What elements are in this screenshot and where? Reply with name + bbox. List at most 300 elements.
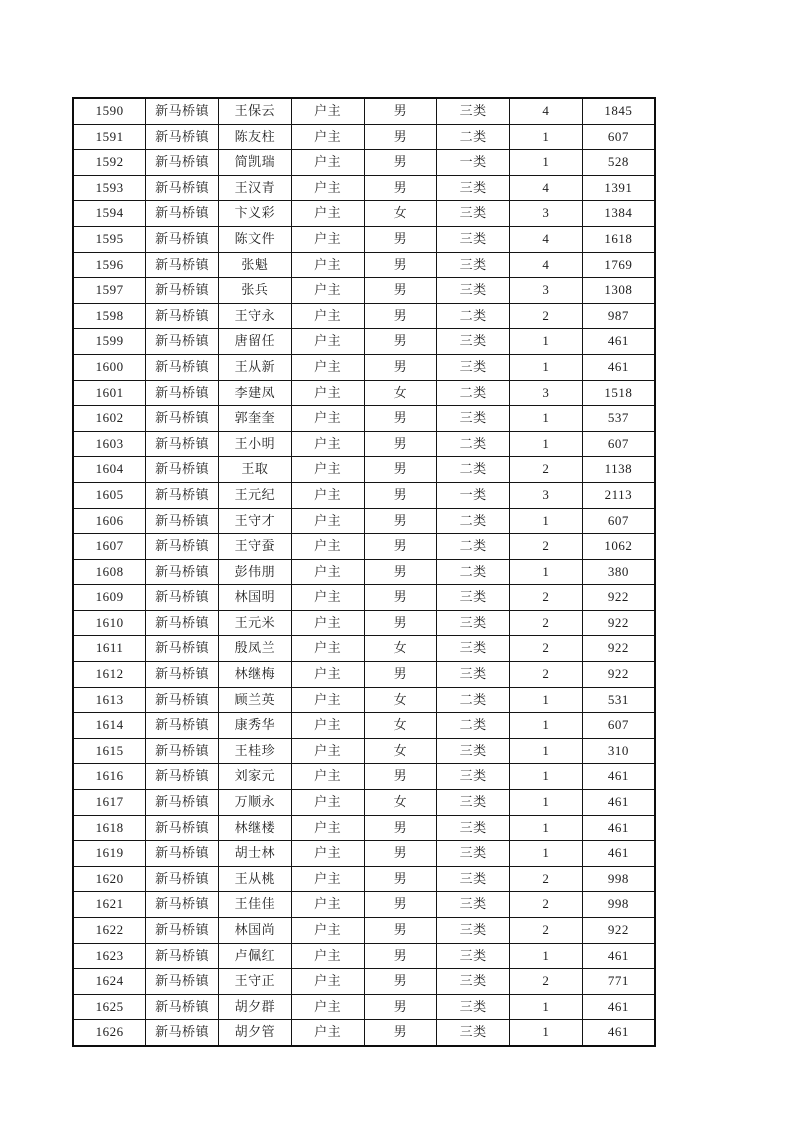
name-cell: 简凯瑞 (219, 150, 292, 176)
gender-cell: 男 (364, 98, 437, 124)
gender-cell: 男 (364, 559, 437, 585)
gender-cell: 男 (364, 969, 437, 995)
relation-cell: 户主 (291, 866, 364, 892)
amount-cell: 1308 (582, 278, 655, 304)
category-cell: 三类 (437, 354, 510, 380)
relation-cell: 户主 (291, 943, 364, 969)
row-id-cell: 1596 (73, 252, 146, 278)
row-id-cell: 1621 (73, 892, 146, 918)
amount-cell: 998 (582, 892, 655, 918)
table-row (73, 252, 655, 278)
relation-cell: 户主 (291, 636, 364, 662)
category-cell: 二类 (437, 559, 510, 585)
town-cell: 新马桥镇 (146, 482, 219, 508)
name-cell: 陈友柱 (219, 124, 292, 150)
gender-cell: 男 (364, 226, 437, 252)
row-id-cell: 1624 (73, 969, 146, 995)
gender-cell: 男 (364, 918, 437, 944)
row-id-cell: 1590 (73, 98, 146, 124)
amount-cell: 461 (582, 841, 655, 867)
row-id-cell: 1592 (73, 150, 146, 176)
town-cell: 新马桥镇 (146, 252, 219, 278)
gender-cell: 男 (364, 815, 437, 841)
town-cell: 新马桥镇 (146, 559, 219, 585)
count-cell: 1 (510, 687, 583, 713)
town-cell: 新马桥镇 (146, 534, 219, 560)
name-cell: 王取 (219, 457, 292, 483)
table-row (73, 508, 655, 534)
town-cell: 新马桥镇 (146, 1020, 219, 1046)
town-cell: 新马桥镇 (146, 713, 219, 739)
data-table-body (73, 98, 655, 1046)
table-row (73, 585, 655, 611)
amount-cell: 922 (582, 918, 655, 944)
gender-cell: 男 (364, 764, 437, 790)
category-cell: 三类 (437, 841, 510, 867)
name-cell: 卢佩红 (219, 943, 292, 969)
table-row (73, 278, 655, 304)
count-cell: 1 (510, 764, 583, 790)
relation-cell: 户主 (291, 329, 364, 355)
amount-cell: 607 (582, 713, 655, 739)
row-id-cell: 1617 (73, 790, 146, 816)
gender-cell: 女 (364, 636, 437, 662)
category-cell: 二类 (437, 431, 510, 457)
count-cell: 3 (510, 278, 583, 304)
row-id-cell: 1609 (73, 585, 146, 611)
category-cell: 三类 (437, 329, 510, 355)
relation-cell: 户主 (291, 662, 364, 688)
count-cell: 4 (510, 226, 583, 252)
gender-cell: 男 (364, 431, 437, 457)
row-id-cell: 1601 (73, 380, 146, 406)
gender-cell: 男 (364, 354, 437, 380)
relation-cell: 户主 (291, 508, 364, 534)
row-id-cell: 1598 (73, 303, 146, 329)
town-cell: 新马桥镇 (146, 764, 219, 790)
gender-cell: 男 (364, 278, 437, 304)
gender-cell: 男 (364, 534, 437, 560)
row-id-cell: 1625 (73, 994, 146, 1020)
relation-cell: 户主 (291, 175, 364, 201)
amount-cell: 461 (582, 329, 655, 355)
table-row (73, 354, 655, 380)
category-cell: 三类 (437, 252, 510, 278)
count-cell: 4 (510, 98, 583, 124)
town-cell: 新马桥镇 (146, 841, 219, 867)
row-id-cell: 1602 (73, 406, 146, 432)
town-cell: 新马桥镇 (146, 124, 219, 150)
relation-cell: 户主 (291, 815, 364, 841)
relation-cell: 户主 (291, 278, 364, 304)
town-cell: 新马桥镇 (146, 994, 219, 1020)
category-cell: 二类 (437, 534, 510, 560)
relation-cell: 户主 (291, 354, 364, 380)
count-cell: 2 (510, 457, 583, 483)
relation-cell: 户主 (291, 252, 364, 278)
relation-cell: 户主 (291, 892, 364, 918)
town-cell: 新马桥镇 (146, 508, 219, 534)
row-id-cell: 1594 (73, 201, 146, 227)
category-cell: 一类 (437, 150, 510, 176)
gender-cell: 男 (364, 457, 437, 483)
count-cell: 1 (510, 841, 583, 867)
relation-cell: 户主 (291, 226, 364, 252)
count-cell: 1 (510, 406, 583, 432)
table-row (73, 994, 655, 1020)
amount-cell: 537 (582, 406, 655, 432)
name-cell: 王从新 (219, 354, 292, 380)
name-cell: 彭伟朋 (219, 559, 292, 585)
relation-cell: 户主 (291, 610, 364, 636)
count-cell: 2 (510, 969, 583, 995)
town-cell: 新马桥镇 (146, 790, 219, 816)
amount-cell: 922 (582, 662, 655, 688)
town-cell: 新马桥镇 (146, 585, 219, 611)
name-cell: 王元纪 (219, 482, 292, 508)
name-cell: 王桂珍 (219, 738, 292, 764)
town-cell: 新马桥镇 (146, 457, 219, 483)
relation-cell: 户主 (291, 713, 364, 739)
town-cell: 新马桥镇 (146, 892, 219, 918)
table-row (73, 482, 655, 508)
amount-cell: 771 (582, 969, 655, 995)
name-cell: 王小明 (219, 431, 292, 457)
table-row (73, 98, 655, 124)
relation-cell: 户主 (291, 534, 364, 560)
amount-cell: 987 (582, 303, 655, 329)
count-cell: 2 (510, 918, 583, 944)
count-cell: 2 (510, 585, 583, 611)
count-cell: 1 (510, 790, 583, 816)
amount-cell: 1384 (582, 201, 655, 227)
category-cell: 三类 (437, 815, 510, 841)
table-row (73, 969, 655, 995)
count-cell: 3 (510, 482, 583, 508)
gender-cell: 男 (364, 1020, 437, 1046)
relation-cell: 户主 (291, 150, 364, 176)
amount-cell: 1769 (582, 252, 655, 278)
name-cell: 王守永 (219, 303, 292, 329)
count-cell: 2 (510, 866, 583, 892)
row-id-cell: 1605 (73, 482, 146, 508)
category-cell: 三类 (437, 406, 510, 432)
town-cell: 新马桥镇 (146, 918, 219, 944)
relation-cell: 户主 (291, 431, 364, 457)
gender-cell: 女 (364, 713, 437, 739)
amount-cell: 607 (582, 124, 655, 150)
table-row (73, 636, 655, 662)
name-cell: 林国明 (219, 585, 292, 611)
gender-cell: 男 (364, 175, 437, 201)
amount-cell: 922 (582, 585, 655, 611)
gender-cell: 男 (364, 406, 437, 432)
amount-cell: 2113 (582, 482, 655, 508)
table-row (73, 431, 655, 457)
row-id-cell: 1610 (73, 610, 146, 636)
town-cell: 新马桥镇 (146, 175, 219, 201)
category-cell: 三类 (437, 790, 510, 816)
row-id-cell: 1619 (73, 841, 146, 867)
town-cell: 新马桥镇 (146, 278, 219, 304)
table-row (73, 175, 655, 201)
name-cell: 陈文件 (219, 226, 292, 252)
count-cell: 2 (510, 534, 583, 560)
amount-cell: 461 (582, 790, 655, 816)
name-cell: 胡夕群 (219, 994, 292, 1020)
row-id-cell: 1613 (73, 687, 146, 713)
table-row (73, 303, 655, 329)
count-cell: 2 (510, 892, 583, 918)
table-row (73, 534, 655, 560)
town-cell: 新马桥镇 (146, 150, 219, 176)
table-row (73, 918, 655, 944)
town-cell: 新马桥镇 (146, 815, 219, 841)
amount-cell: 531 (582, 687, 655, 713)
table-row (73, 559, 655, 585)
count-cell: 1 (510, 124, 583, 150)
table-row (73, 892, 655, 918)
table-row (73, 662, 655, 688)
row-id-cell: 1600 (73, 354, 146, 380)
gender-cell: 男 (364, 994, 437, 1020)
gender-cell: 男 (364, 150, 437, 176)
gender-cell: 男 (364, 329, 437, 355)
table-row (73, 866, 655, 892)
amount-cell: 607 (582, 431, 655, 457)
count-cell: 1 (510, 354, 583, 380)
count-cell: 3 (510, 380, 583, 406)
count-cell: 1 (510, 559, 583, 585)
name-cell: 王元米 (219, 610, 292, 636)
town-cell: 新马桥镇 (146, 226, 219, 252)
town-cell: 新马桥镇 (146, 431, 219, 457)
table-row (73, 815, 655, 841)
gender-cell: 女 (364, 687, 437, 713)
table-row (73, 329, 655, 355)
row-id-cell: 1612 (73, 662, 146, 688)
name-cell: 万顺永 (219, 790, 292, 816)
category-cell: 一类 (437, 482, 510, 508)
category-cell: 二类 (437, 457, 510, 483)
row-id-cell: 1618 (73, 815, 146, 841)
amount-cell: 461 (582, 815, 655, 841)
amount-cell: 528 (582, 150, 655, 176)
name-cell: 胡夕管 (219, 1020, 292, 1046)
category-cell: 三类 (437, 918, 510, 944)
town-cell: 新马桥镇 (146, 329, 219, 355)
category-cell: 三类 (437, 764, 510, 790)
name-cell: 胡士林 (219, 841, 292, 867)
row-id-cell: 1626 (73, 1020, 146, 1046)
relation-cell: 户主 (291, 380, 364, 406)
name-cell: 顾兰英 (219, 687, 292, 713)
count-cell: 1 (510, 431, 583, 457)
count-cell: 2 (510, 303, 583, 329)
name-cell: 康秀华 (219, 713, 292, 739)
category-cell: 三类 (437, 98, 510, 124)
count-cell: 1 (510, 1020, 583, 1046)
relation-cell: 户主 (291, 482, 364, 508)
gender-cell: 男 (364, 892, 437, 918)
name-cell: 林继楼 (219, 815, 292, 841)
row-id-cell: 1595 (73, 226, 146, 252)
relation-cell: 户主 (291, 559, 364, 585)
row-id-cell: 1603 (73, 431, 146, 457)
category-cell: 三类 (437, 994, 510, 1020)
row-id-cell: 1623 (73, 943, 146, 969)
amount-cell: 1391 (582, 175, 655, 201)
table-row (73, 1020, 655, 1046)
category-cell: 三类 (437, 866, 510, 892)
table-row (73, 764, 655, 790)
relation-cell: 户主 (291, 918, 364, 944)
gender-cell: 女 (364, 738, 437, 764)
category-cell: 三类 (437, 201, 510, 227)
row-id-cell: 1614 (73, 713, 146, 739)
amount-cell: 461 (582, 1020, 655, 1046)
amount-cell: 380 (582, 559, 655, 585)
town-cell: 新马桥镇 (146, 380, 219, 406)
relation-cell: 户主 (291, 841, 364, 867)
amount-cell: 998 (582, 866, 655, 892)
table-row (73, 380, 655, 406)
count-cell: 1 (510, 738, 583, 764)
table-row (73, 841, 655, 867)
table-row (73, 406, 655, 432)
gender-cell: 男 (364, 662, 437, 688)
gender-cell: 女 (364, 201, 437, 227)
category-cell: 三类 (437, 636, 510, 662)
relation-cell: 户主 (291, 969, 364, 995)
town-cell: 新马桥镇 (146, 687, 219, 713)
relation-cell: 户主 (291, 457, 364, 483)
relation-cell: 户主 (291, 406, 364, 432)
table-row (73, 457, 655, 483)
relation-cell: 户主 (291, 303, 364, 329)
row-id-cell: 1597 (73, 278, 146, 304)
count-cell: 1 (510, 713, 583, 739)
relation-cell: 户主 (291, 124, 364, 150)
town-cell: 新马桥镇 (146, 98, 219, 124)
amount-cell: 1845 (582, 98, 655, 124)
count-cell: 2 (510, 636, 583, 662)
gender-cell: 男 (364, 252, 437, 278)
name-cell: 王从桃 (219, 866, 292, 892)
row-id-cell: 1620 (73, 866, 146, 892)
amount-cell: 607 (582, 508, 655, 534)
name-cell: 王守正 (219, 969, 292, 995)
table-row (73, 226, 655, 252)
count-cell: 3 (510, 201, 583, 227)
amount-cell: 461 (582, 943, 655, 969)
amount-cell: 1062 (582, 534, 655, 560)
table-row (73, 124, 655, 150)
count-cell: 1 (510, 329, 583, 355)
town-cell: 新马桥镇 (146, 943, 219, 969)
row-id-cell: 1591 (73, 124, 146, 150)
data-table (72, 97, 656, 1047)
count-cell: 2 (510, 610, 583, 636)
name-cell: 王保云 (219, 98, 292, 124)
gender-cell: 男 (364, 841, 437, 867)
town-cell: 新马桥镇 (146, 406, 219, 432)
row-id-cell: 1606 (73, 508, 146, 534)
relation-cell: 户主 (291, 994, 364, 1020)
table-row (73, 738, 655, 764)
amount-cell: 1518 (582, 380, 655, 406)
gender-cell: 男 (364, 124, 437, 150)
amount-cell: 922 (582, 636, 655, 662)
count-cell: 1 (510, 943, 583, 969)
relation-cell: 户主 (291, 585, 364, 611)
table-row (73, 713, 655, 739)
category-cell: 三类 (437, 175, 510, 201)
name-cell: 王佳佳 (219, 892, 292, 918)
table-row (73, 150, 655, 176)
gender-cell: 男 (364, 585, 437, 611)
row-id-cell: 1611 (73, 636, 146, 662)
town-cell: 新马桥镇 (146, 662, 219, 688)
gender-cell: 女 (364, 790, 437, 816)
name-cell: 刘家元 (219, 764, 292, 790)
category-cell: 二类 (437, 687, 510, 713)
category-cell: 三类 (437, 1020, 510, 1046)
town-cell: 新马桥镇 (146, 303, 219, 329)
town-cell: 新马桥镇 (146, 610, 219, 636)
count-cell: 4 (510, 252, 583, 278)
row-id-cell: 1608 (73, 559, 146, 585)
count-cell: 1 (510, 508, 583, 534)
name-cell: 王汉青 (219, 175, 292, 201)
amount-cell: 461 (582, 354, 655, 380)
category-cell: 二类 (437, 508, 510, 534)
gender-cell: 男 (364, 866, 437, 892)
town-cell: 新马桥镇 (146, 201, 219, 227)
row-id-cell: 1593 (73, 175, 146, 201)
gender-cell: 男 (364, 482, 437, 508)
count-cell: 4 (510, 175, 583, 201)
gender-cell: 男 (364, 943, 437, 969)
amount-cell: 461 (582, 764, 655, 790)
table-row (73, 790, 655, 816)
amount-cell: 461 (582, 994, 655, 1020)
name-cell: 卞义彩 (219, 201, 292, 227)
category-cell: 三类 (437, 943, 510, 969)
relation-cell: 户主 (291, 1020, 364, 1046)
relation-cell: 户主 (291, 738, 364, 764)
name-cell: 唐留任 (219, 329, 292, 355)
category-cell: 二类 (437, 713, 510, 739)
category-cell: 三类 (437, 610, 510, 636)
relation-cell: 户主 (291, 790, 364, 816)
gender-cell: 男 (364, 610, 437, 636)
name-cell: 张魁 (219, 252, 292, 278)
category-cell: 三类 (437, 585, 510, 611)
name-cell: 郭奎奎 (219, 406, 292, 432)
count-cell: 2 (510, 662, 583, 688)
relation-cell: 户主 (291, 201, 364, 227)
name-cell: 王守蚕 (219, 534, 292, 560)
amount-cell: 1618 (582, 226, 655, 252)
category-cell: 二类 (437, 124, 510, 150)
name-cell: 殷凤兰 (219, 636, 292, 662)
town-cell: 新马桥镇 (146, 354, 219, 380)
relation-cell: 户主 (291, 687, 364, 713)
category-cell: 三类 (437, 738, 510, 764)
category-cell: 二类 (437, 303, 510, 329)
row-id-cell: 1604 (73, 457, 146, 483)
